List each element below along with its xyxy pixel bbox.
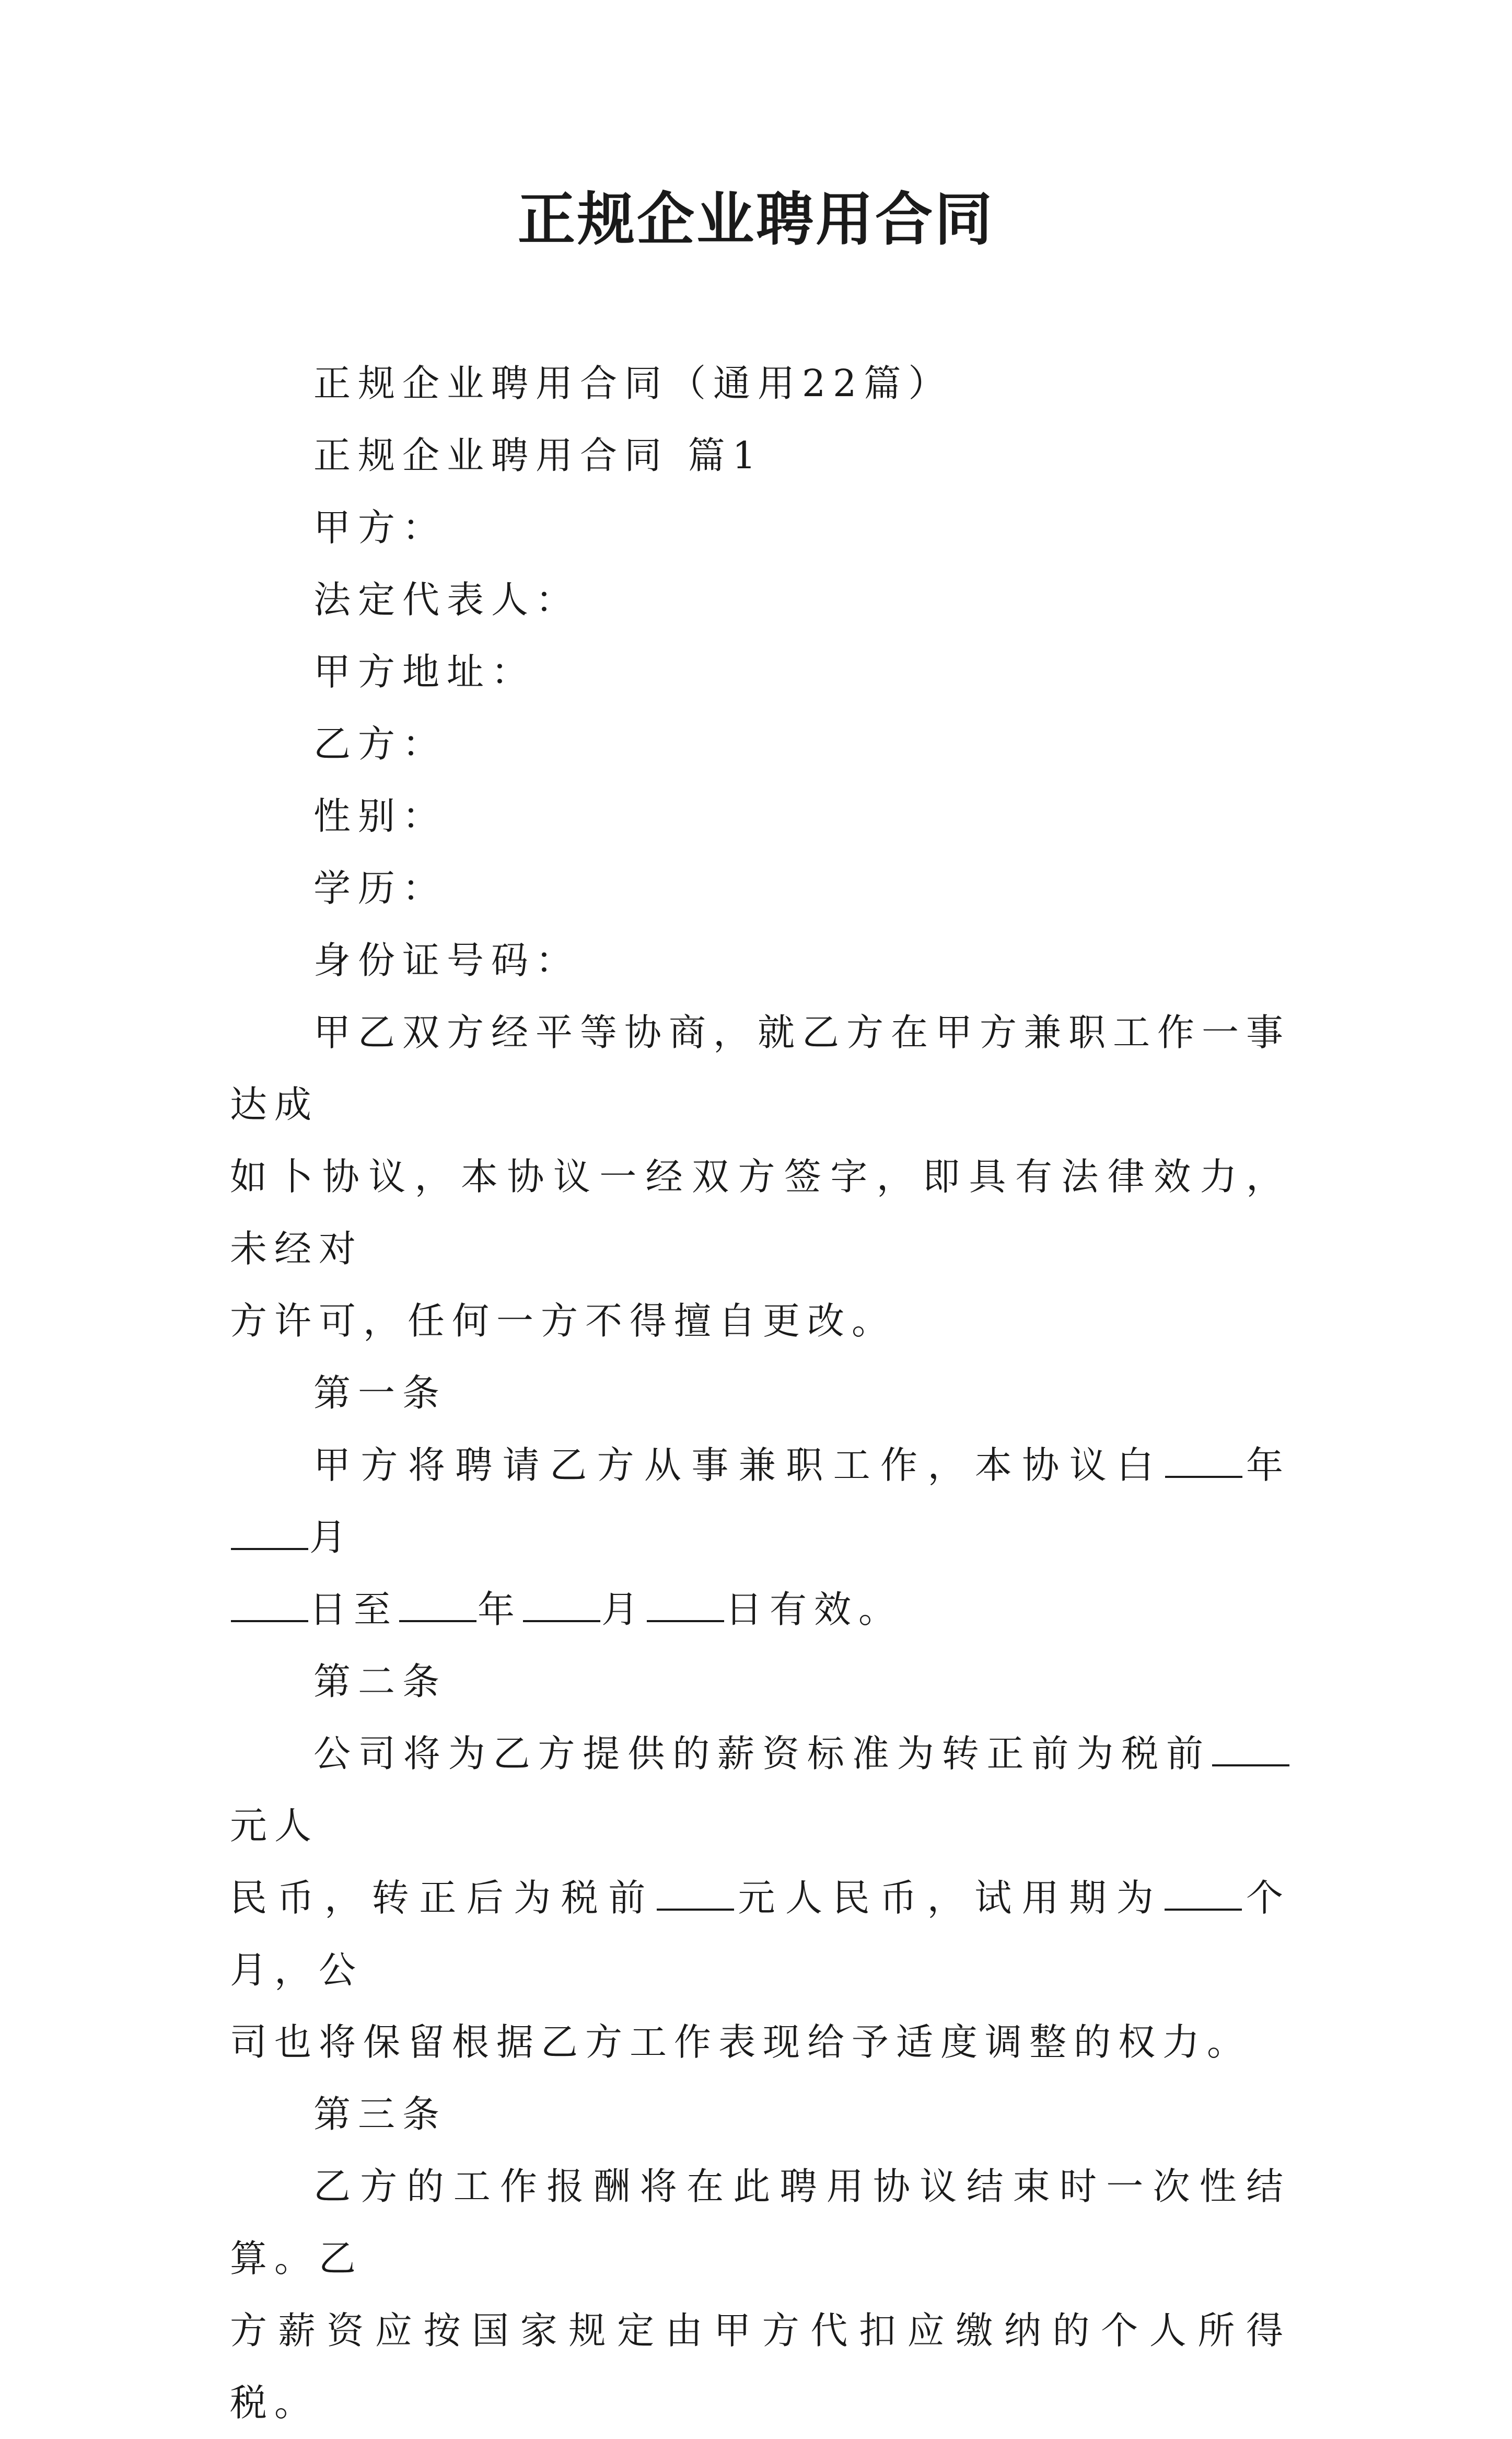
intro-line: 方许可，任何一方不得擅自更改。	[230, 1299, 897, 1343]
article-2-heading: 第二条	[313, 1660, 447, 1703]
article-text: 民币，转正后为税前	[230, 1876, 656, 1920]
article-1-body	[230, 1429, 1290, 1646]
blank-field[interactable]	[1212, 1733, 1289, 1766]
article-text: 日有效。	[725, 1588, 903, 1631]
field-gender: 性别：	[313, 794, 447, 838]
field-education: 学历：	[313, 866, 447, 910]
field-party-b: 乙方：	[313, 722, 447, 766]
article-3-line-1: 乙方的工作报酬将在此聘用协议结束时一次性结算。乙	[230, 2165, 1290, 2280]
article-1-heading: 第一条	[313, 1371, 447, 1415]
article-text: 甲方将聘请乙方从事兼职工作，本协议白	[313, 1443, 1164, 1487]
article-3-heading: 第三条	[313, 2093, 447, 2136]
article-text: 月	[309, 1516, 354, 1559]
article-text: 元人民币，试用期为	[735, 1876, 1164, 1920]
article-1-line-2	[230, 1574, 1290, 1646]
section-heading: 正规企业聘用合同 篇1	[313, 434, 763, 477]
article-2-line-2	[230, 1862, 1290, 2006]
article-2-line-1	[230, 1718, 1290, 1862]
blank-field[interactable]	[647, 1589, 724, 1622]
article-2-body	[230, 1718, 1290, 2078]
blank-field[interactable]	[657, 1877, 734, 1911]
article-text: 公司将为乙方提供的薪资标准为转正前为税前	[313, 1732, 1211, 1775]
blank-field[interactable]	[1165, 1444, 1242, 1478]
article-3-body	[230, 2151, 1290, 2439]
blank-field[interactable]	[231, 1589, 308, 1622]
article-text: 个月，公	[230, 1876, 1290, 1992]
article-2-line-3: 司也将保留根据乙方工作表现给予适度调整的权力。	[230, 2020, 1252, 2064]
article-text: 元人	[230, 1804, 319, 1847]
article-3-line-2: 方薪资应按国家规定由甲方代扣应缴纳的个人所得税。	[230, 2309, 1290, 2424]
document-title: 正规企业聘用合同	[518, 186, 994, 253]
intro-paragraph	[230, 997, 1290, 1357]
intro-line: 甲乙双方经平等协商，就乙方在甲方兼职工作一事达成	[230, 1011, 1291, 1126]
article-text: 年	[1243, 1443, 1290, 1487]
subtitle: 正规企业聘用合同（通用22篇）	[313, 362, 953, 405]
blank-field[interactable]	[399, 1589, 476, 1622]
field-legal-rep: 法定代表人：	[313, 578, 580, 621]
blank-field[interactable]	[523, 1589, 600, 1622]
field-party-a: 甲方：	[313, 506, 447, 549]
field-party-a-address: 甲方地址：	[313, 650, 536, 693]
blank-field[interactable]	[231, 1517, 308, 1550]
intro-line: 如卜协议，本协议一经双方签字，即具有法律效力，未经对	[230, 1155, 1290, 1270]
field-id-number: 身份证号码：	[313, 939, 580, 982]
document-body	[230, 348, 1290, 2439]
blank-field[interactable]	[1165, 1877, 1242, 1911]
article-1-line-1	[230, 1429, 1290, 1574]
article-text: 月	[601, 1588, 646, 1631]
article-text: 日至	[309, 1588, 399, 1631]
article-text: 年	[478, 1588, 522, 1631]
